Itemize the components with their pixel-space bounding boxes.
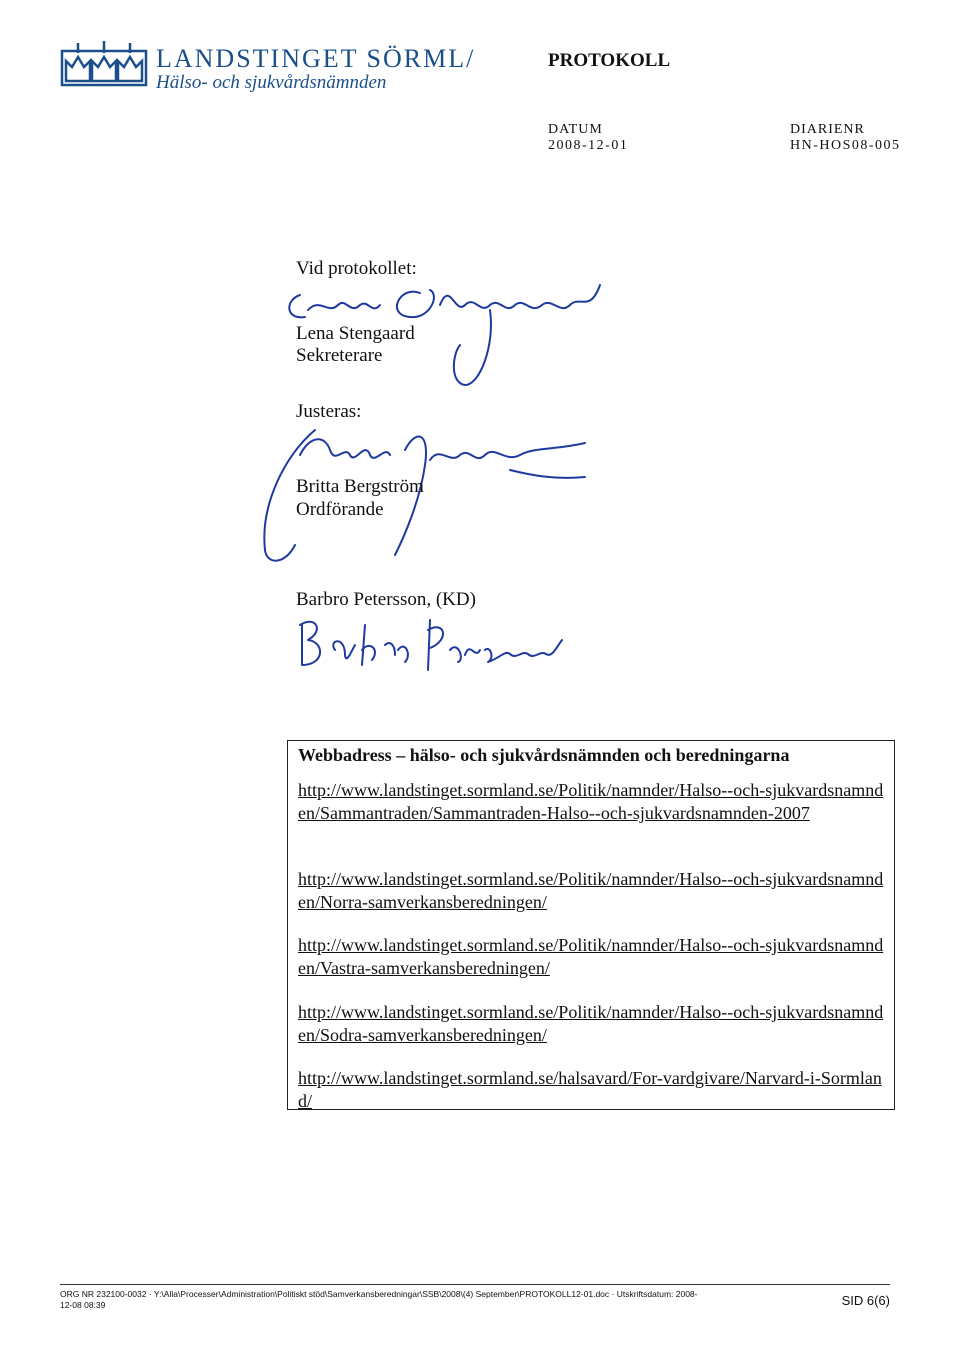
member-signature [290,610,570,680]
adjust-label: Justeras: [296,401,362,422]
link-norra[interactable]: http://www.landstinget.sormland.se/Politik/namnder/Halso--och-sjukvardsnamnden/Norra-samverkansberedningen/ [298,869,884,912]
web-address-heading: Webbadress – hälso- och sjukvårdsnämnden och beredningarna [298,745,790,765]
secretary-name: Lena Stengaard [296,323,415,344]
member-name: Barbro Petersson, (KD) [296,589,476,610]
crowns-logo-icon [60,37,148,87]
chair-title: Ordförande [296,499,384,520]
web-address-box [287,740,895,1110]
page-number: SID 6(6) [841,1293,890,1308]
link-narvard[interactable]: http://www.landstinget.sormland.se/halsavard/For-vardgivare/Narvard-i-Sormland/ [298,1068,882,1111]
footer-path: ORG NR 232100-0032 · Y:\Alla\Processer\Administration\Politiskt stöd\Samverkansberedningar\SSB\2008\(4) September\PROTOKOLL12-01.doc · Utskriftsdatum: 2008-12-08 08:39 [60,1289,698,1310]
footer-divider [60,1284,890,1285]
link-meetings[interactable]: http://www.landstinget.sormland.se/Politik/namnder/Halso--och-sjukvardsnamnden/Sammantraden/Sammantraden-Halso--och-sjukvardsnamnden-2007 [298,780,884,823]
link-vastra[interactable]: http://www.landstinget.sormland.se/Politik/namnder/Halso--och-sjukvardsnamnden/Vastra-samverkansberedningen/ [298,935,884,978]
protocol-label: Vid protokollet: [296,258,417,279]
chair-name: Britta Bergström [296,476,424,497]
datum-value: 2008-12-01 [548,138,629,153]
document-type: PROTOKOLL [548,50,671,71]
datum-label: DATUM [548,122,603,137]
org-subtitle: Hälso- och sjukvårdsnämnden [156,72,387,93]
org-name: LANDSTINGET SÖRML/ [156,44,476,73]
diarienr-label: DIARIENR [790,122,865,137]
diarienr-value: HN-HOS08-005 [790,138,901,153]
link-sodra[interactable]: http://www.landstinget.sormland.se/Politik/namnder/Halso--och-sjukvardsnamnden/Sodra-samverkansberedningen/ [298,1002,884,1045]
secretary-title: Sekreterare [296,345,383,366]
